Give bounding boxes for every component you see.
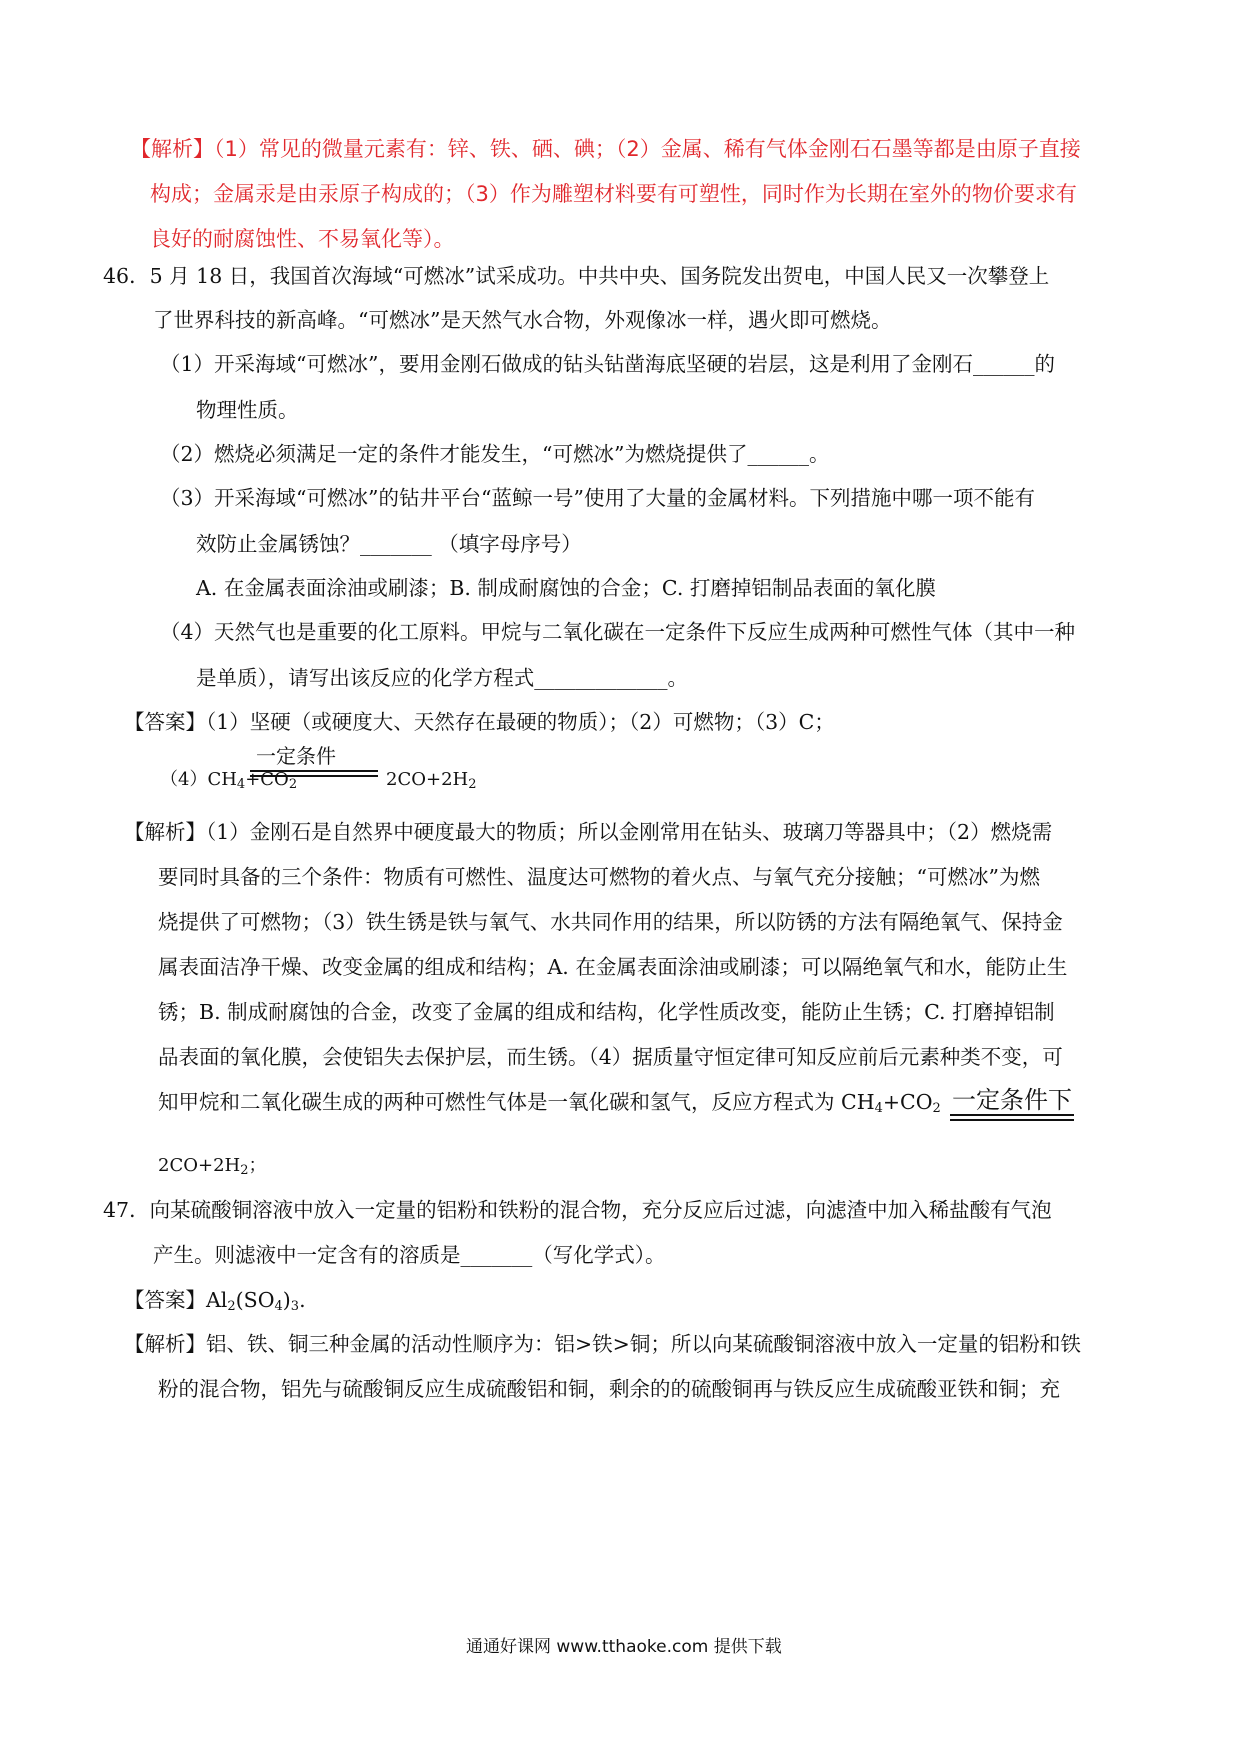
question-46-part-3-options: A. 在金属表面涂油或刷漆；B. 制成耐腐蚀的合金；C. 打磨掉铝制品表面的氧化膜 bbox=[196, 576, 936, 600]
analysis-46-reaction-condition: 一定条件下 bbox=[952, 1086, 1072, 1114]
analysis-46-condition-line-bottom bbox=[950, 1119, 1074, 1121]
question-46-line-2: 了世界科技的新高峰。“可燃冰”是天然气水合物，外观像冰一样，遇火即可燃烧。 bbox=[153, 308, 892, 332]
analysis-47-line-1: 【解析】铝、铁、铜三种金属的活动性顺序为：铝>铁>铜；所以向某硫酸铜溶液中放入一定量的铝粉和铁 bbox=[124, 1332, 1081, 1356]
analysis-46-line-1: 【解析】（1）金刚石是自然界中硬度最大的物质；所以金刚常用在钻头、玻璃刀等器具中；（2）燃烧需 bbox=[124, 820, 1053, 844]
analysis-45-line-2: 构成；金属汞是由汞原子构成的；（3）作为雕塑材料要有可塑性，同时作为长期在室外的物价要求有 bbox=[150, 182, 1077, 206]
question-46-line-1: 46．5 月 18 日，我国首次海域“可燃冰”试采成功。中共中央、国务院发出贺电，中国人民又一次攀登上 bbox=[103, 264, 1050, 288]
analysis-46-line-4: 属表面洁净干燥、改变金属的组成和结构；A. 在金属表面涂油或刷漆；可以隔绝氧气和水，能防止生 bbox=[158, 955, 1068, 979]
question-47-line-1: 47．向某硫酸铜溶液中放入一定量的铝粉和铁粉的混合物，充分反应后过滤，向滤渣中加入稀盐酸有气泡 bbox=[103, 1198, 1052, 1222]
analysis-46-line-3: 烧提供了可燃物；（3）铁生锈是铁与氧气、水共同作用的结果，所以防锈的方法有隔绝氧气、保持金 bbox=[158, 910, 1063, 934]
question-46-part-3-line-2: 效防止金属锈蚀？_______ （填字母序号） bbox=[196, 532, 582, 556]
question-46-part-3-line-1: （3）开采海域“可燃冰”的钻井平台“蓝鲸一号”使用了大量的金属材料。下列措施中哪一项不能有 bbox=[160, 486, 1035, 510]
question-47-line-2: 产生。则滤液中一定含有的溶质是_______（写化学式）。 bbox=[153, 1243, 666, 1267]
analysis-46-line-8: $2CO+2H_2$； bbox=[158, 1155, 267, 1178]
analysis-46-line-5: 锈；B. 制成耐腐蚀的合金，改变了金属的组成和结构，化学性质改变，能防止生锈；C. 打磨掉铝制 bbox=[158, 1000, 1055, 1024]
question-46-part-4-line-2: 是单质），请写出该反应的化学方程式_____________。 bbox=[196, 666, 688, 690]
analysis-46-condition-line-top bbox=[950, 1114, 1074, 1116]
question-46-part-2: （2）燃烧必须满足一定的条件才能发生，“可燃冰”为燃烧提供了______。 bbox=[160, 442, 830, 466]
answer-47: 【答案】$Al_2(SO_4)_3$. bbox=[124, 1288, 306, 1314]
question-46-part-4-line-1: （4）天然气也是重要的化工原料。甲烷与二氧化碳在一定条件下反应生成两种可燃性气体（其中一种 bbox=[160, 620, 1076, 644]
answer-46-reaction-condition: 一定条件 bbox=[256, 744, 336, 768]
answer-46-line-1: 【答案】（1）坚硬（或硬度大、天然存在最硬的物质）；（2）可燃物；（3）C； bbox=[124, 710, 835, 734]
analysis-47-line-2: 粉的混合物，铝先与硫酸铜反应生成硫酸铝和铜，剩余的的硫酸铜再与铁反应生成硫酸亚铁和铜；充 bbox=[158, 1377, 1060, 1401]
question-46-part-1-line-1: （1）开采海域“可燃冰”，要用金刚石做成的钻头钻凿海底坚硬的岩层，这是利用了金刚石______的 bbox=[160, 352, 1056, 376]
question-46-part-1-line-2: 物理性质。 bbox=[196, 398, 299, 422]
analysis-46-line-6: 品表面的氧化膜，会使铝失去保护层，而生锈。（4）据质量守恒定律可知反应前后元素种类不变，可 bbox=[158, 1045, 1063, 1069]
page-footer: 通通好课网 www.tthaoke.com 提供下载 bbox=[466, 1637, 782, 1657]
analysis-45-line-3: 良好的耐腐蚀性、不易氧化等）。 bbox=[150, 227, 455, 251]
analysis-46-line-7: 知甲烷和二氧化碳生成的两种可燃性气体是一氧化碳和氢气，反应方程式为 $CH_4+CO_2$ bbox=[158, 1090, 941, 1116]
analysis-45-line-1: 【解析】（1）常见的微量元素有：锌、铁、硒、碘；（2）金属、稀有气体金刚石石墨等都是由原子直接 bbox=[130, 137, 1081, 161]
answer-46-equation-reactants: $(4)CH_4+CO_2$ bbox=[160, 769, 298, 792]
analysis-46-line-2: 要同时具备的三个条件：物质有可燃性、温度达可燃物的着火点、与氧气充分接触；“可燃冰”为燃 bbox=[158, 865, 1040, 889]
answer-46-equation-products: $2CO+2H_2$ bbox=[386, 769, 477, 792]
